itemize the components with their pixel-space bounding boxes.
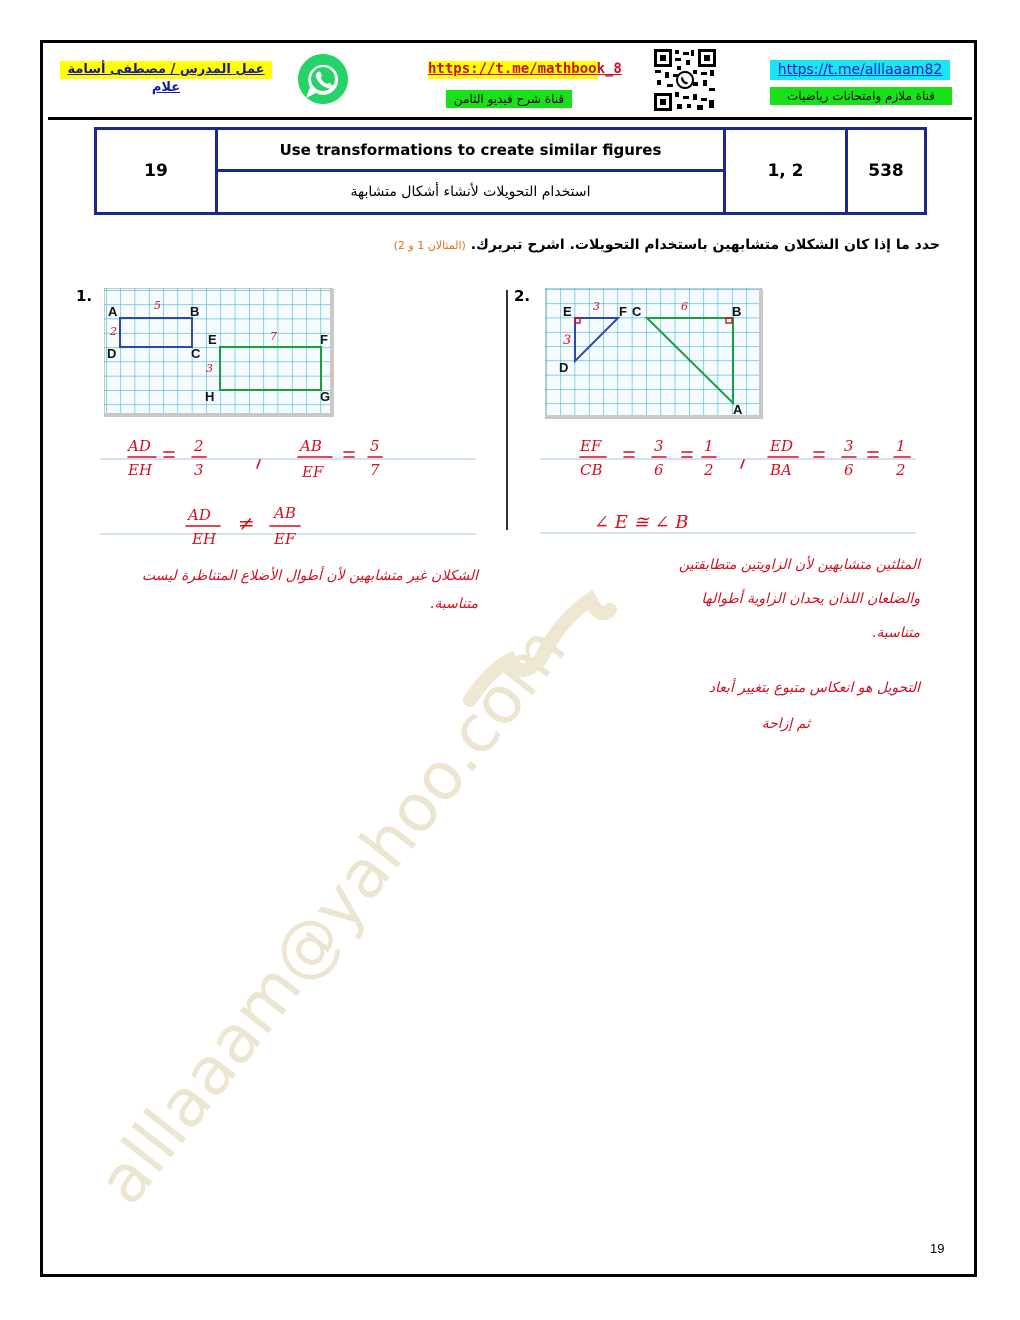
problem-2-conclusion — [560, 548, 920, 650]
p2-transform-line-2: ثم إزاحة — [761, 716, 810, 732]
p1-r2-den: EF — [302, 463, 324, 481]
label-B: B — [190, 304, 200, 319]
mark2-ed: 3 — [563, 333, 572, 348]
problem-1-figure — [104, 288, 334, 418]
p1-conclusion-line-1: الشكلان غير متشابهين لأن أطوال الأضلاع المتناظرة ليست — [141, 568, 478, 584]
whatsapp-icon[interactable] — [296, 52, 350, 106]
lesson-title-en: Use transformations to create similar figures — [217, 129, 725, 171]
p2-r1-v2-num: 1 — [704, 437, 714, 455]
lesson-examples-ref: 1, 2 — [725, 129, 847, 214]
p2-angle-statement: ∠ E ≅ ∠ B — [594, 512, 689, 533]
lesson-book-page: 538 — [847, 129, 926, 214]
p2-r1-num: EF — [580, 437, 602, 455]
p2-r1-v1-den: 6 — [654, 461, 664, 479]
label2-B: B — [732, 304, 742, 319]
lesson-page-ref: 19 — [96, 129, 217, 214]
p1-cmp-sign: ≠ — [238, 511, 255, 535]
label2-F: F — [619, 304, 627, 319]
p1-r2-num: AB — [300, 437, 322, 455]
p1-cmp-left-num: AD — [188, 506, 211, 524]
label-G: G — [320, 389, 331, 404]
p2-r2-num: ED — [770, 437, 793, 455]
p1-r1-val-num: 2 — [194, 437, 204, 455]
mark-ab: 5 — [154, 299, 161, 312]
label-C: C — [191, 346, 201, 361]
qr-code[interactable] — [653, 48, 717, 112]
mark-eh: 3 — [206, 362, 213, 375]
mark2-ef: 3 — [593, 300, 600, 313]
problem-2-number: 2. — [514, 287, 531, 305]
p2-r2-v1-den: 6 — [844, 461, 854, 479]
p2-r1-den: CB — [580, 461, 603, 479]
label-F: F — [320, 332, 328, 347]
p1-r1-den: EH — [128, 461, 153, 479]
problem-2-transformation — [560, 670, 920, 742]
problem-1-number: 1. — [76, 287, 93, 305]
mark-ad: 2 — [110, 325, 117, 338]
notes-channel-label: قناة ملازم وامتحانات رياضيات — [770, 87, 952, 105]
label-D: D — [107, 346, 117, 361]
instruction-note: (المثالان 1 و 2) — [393, 239, 466, 252]
mark-ef: 7 — [270, 330, 277, 343]
notes-channel-link[interactable]: https://t.me/alllaaam82 — [770, 60, 950, 80]
problem-2-figure — [545, 288, 763, 420]
problem-1-work — [98, 430, 478, 560]
p2-r2-v2-num: 1 — [896, 437, 906, 455]
p2-conclusion-line-2: والضلعان اللذان يحدان الزاوية أطوالها — [701, 591, 920, 607]
p1-r2-val-den: 7 — [370, 461, 380, 479]
p1-r1-val-den: 3 — [194, 461, 204, 479]
p2-conclusion-line-1: المثلثين متشابهين لأن الزاويتين متطابقتين — [678, 557, 920, 573]
column-divider — [506, 290, 508, 530]
header-divider — [48, 117, 972, 120]
p1-cmp-right-den: EF — [274, 530, 296, 548]
lesson-info-table — [94, 127, 927, 215]
label2-C: C — [632, 304, 642, 319]
video-channel-link[interactable]: https://t.me/mathbook_8 — [428, 61, 622, 77]
mark2-cb: 6 — [681, 300, 688, 313]
p2-r2-den: BA — [770, 461, 792, 479]
label-H: H — [205, 389, 215, 404]
author-credit: عمل المدرس / مصطفى أسامة علام — [60, 61, 272, 79]
p2-r1-v1-num: 3 — [654, 437, 664, 455]
p2-r2-v1-num: 3 — [844, 437, 854, 455]
label2-D: D — [559, 360, 569, 375]
lesson-title-ar: استخدام التحويلات لأنشاء أشكال متشابهة — [217, 171, 725, 214]
p2-transform-line-1: التحويل هو انعكاس متبوع بتغيير أبعاد — [708, 680, 920, 696]
p1-r1-num: AD — [128, 437, 151, 455]
p2-conclusion-line-3: متناسبة. — [871, 625, 920, 641]
watermark: alllaaam@yahoo.com — [82, 611, 581, 1219]
problem-2-work — [538, 430, 918, 540]
problem-1-conclusion — [118, 562, 478, 618]
video-channel-label: قناة شرح فيديو الثامن — [446, 90, 572, 108]
label-A: A — [108, 304, 118, 319]
p1-r2-val-num: 5 — [370, 437, 380, 455]
page-number: 19 — [930, 1241, 945, 1256]
instruction-line — [330, 237, 940, 259]
page-frame — [40, 40, 977, 1277]
label2-A: A — [733, 402, 743, 417]
p2-r2-v2-den: 2 — [896, 461, 906, 479]
label2-E: E — [563, 304, 572, 319]
label-E: E — [208, 332, 217, 347]
p1-cmp-right-num: AB — [274, 504, 296, 522]
p1-cmp-left-den: EH — [192, 530, 217, 548]
p2-r1-v2-den: 2 — [704, 461, 714, 479]
instruction-text: حدد ما إذا كان الشكلان متشابهين باستخدام التحويلات. اشرح تبريرك. — [470, 237, 940, 253]
p1-conclusion-line-2: متناسبة. — [429, 596, 478, 612]
